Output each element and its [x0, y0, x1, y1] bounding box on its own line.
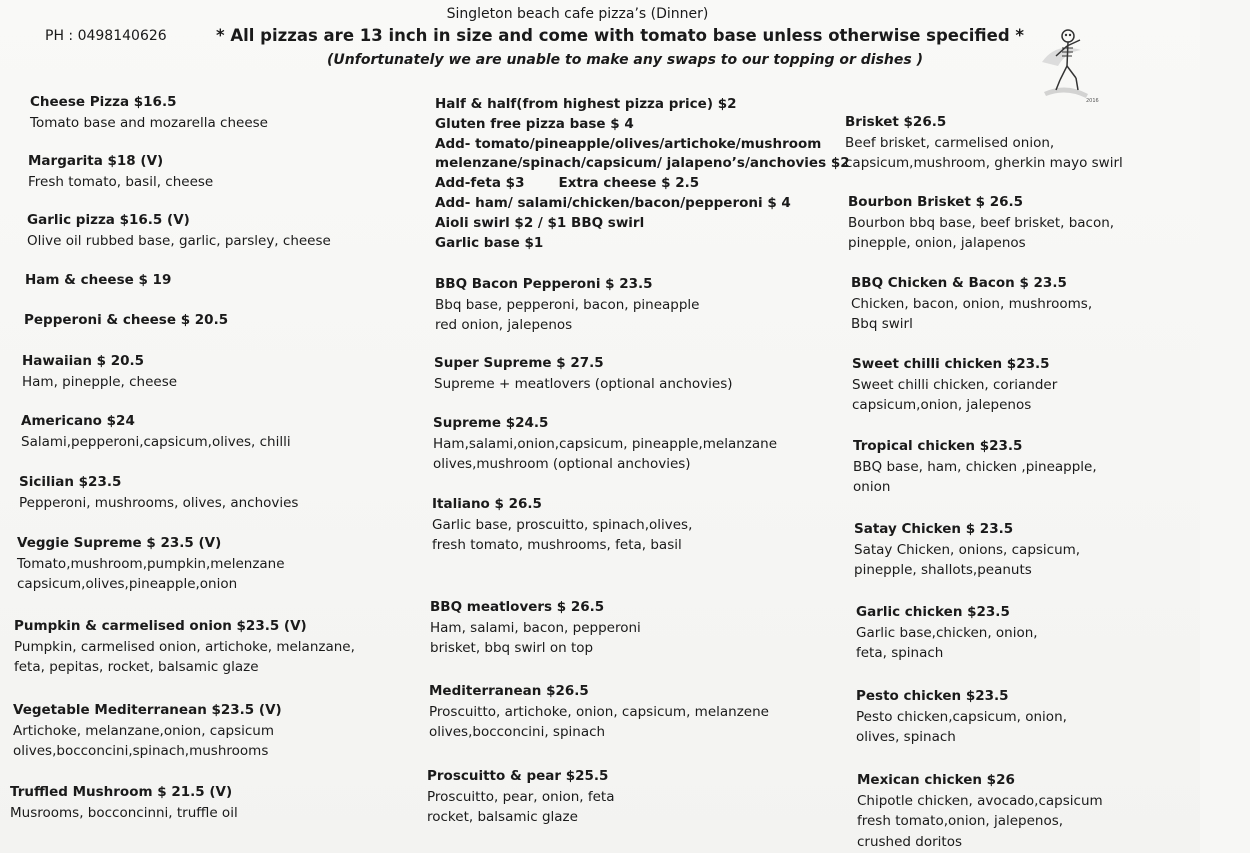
add-meat-line: Add- ham/ salami/chicken/bacon/pepperoni $ 4 [435, 194, 791, 211]
menu-item: Mediterranean $26.5 Proscuitto, artichoke, onion, capsicum, melanzene olives,bocconcini, spinach [429, 683, 769, 740]
menu-item: Veggie Supreme $ 23.5 (V) Tomato,mushroom,pumpkin,melenzane capsicum,olives,pineapple,onion [17, 535, 285, 592]
size-note: * All pizzas are 13 inch in size and come with tomato base unless otherwise specified * [215, 26, 1025, 45]
feta-cheese-line [435, 174, 850, 194]
menu-item: Pesto chicken $23.5 Pesto chicken,capsicum, onion, olives, spinach [856, 688, 1067, 745]
menu-item: Satay Chicken $ 23.5 Satay Chicken, onions, capsicum, pinepple, shallots,peanuts [854, 521, 1081, 578]
menu-item: Supreme $24.5 Ham,salami,onion,capsicum, pineapple,melanzane olives,mushroom (optional anchovies) [433, 415, 778, 472]
menu-item: Brisket $26.5 Beef brisket, carmelised onion, capsicum,mushroom, gherkin mayo swirl [845, 114, 1123, 171]
menu-item: Pepperoni & cheese $ 20.5 [24, 312, 229, 328]
extra-cheese: Extra cheese $ 2.5 [558, 175, 700, 192]
extras-list [435, 95, 850, 253]
menu-title: Singleton beach cafe pizza’s (Dinner) [446, 6, 709, 22]
menu-item: Americano $24 Salami,pepperoni,capsicum,olives, chilli [21, 413, 291, 450]
menu-item: BBQ meatlovers $ 26.5 Ham, salami, bacon, pepperoni brisket, bbq swirl on top [430, 599, 641, 656]
menu-item: BBQ Bacon Pepperoni $ 23.5 Bbq base, pepperoni, bacon, pineapple red onion, jalepenos [435, 276, 700, 333]
menu-item: Pumpkin & carmelised onion $23.5 (V) Pumpkin, carmelised onion, artichoke, melanzane, feta, pepitas, rocket, balsamic glaze [14, 618, 355, 675]
menu-item: Sicilian $23.5 Pepperoni, mushrooms, olives, anchovies [19, 474, 299, 511]
menu-item: Sweet chilli chicken $23.5 Sweet chilli chicken, coriander capsicum,onion, jalepenos [852, 356, 1058, 413]
gluten-free-line: Gluten free pizza base $ 4 [435, 115, 634, 132]
skeleton-surfer-logo-icon [1036, 22, 1099, 104]
swap-note: (Unfortunately we are unable to make any swaps to our topping or dishes ) [327, 52, 923, 68]
menu-item: Bourbon Brisket $ 26.5 Bourbon bbq base, beef brisket, bacon, pinepple, onion, jalapenos [848, 194, 1115, 251]
menu-item: Italiano $ 26.5 Garlic base, proscuitto, spinach,olives, fresh tomato, mushrooms, feta, basil [432, 496, 693, 553]
menu-item: Tropical chicken $23.5 BBQ base, ham, chicken ,pineapple, onion [853, 438, 1097, 495]
add-veg-line-1: Add- tomato/pineapple/olives/artichoke/mushroom [435, 135, 822, 152]
menu-item: Super Supreme $ 27.5 Supreme + meatlovers (optional anchovies) [434, 355, 733, 392]
phone-number: PH : 0498140626 [45, 28, 167, 44]
menu-item: Hawaiian $ 20.5 Ham, pinepple, cheese [22, 353, 178, 390]
add-veg-line-2: melenzane/spinach/capsicum/ jalapeno’s/anchovies $2 [435, 155, 850, 172]
menu-item: Truffled Mushroom $ 21.5 (V) Musrooms, bocconcinni, truffle oil [10, 784, 238, 821]
svg-text:2016: 2016 [1086, 98, 1099, 104]
menu-item: Vegetable Mediterranean $23.5 (V) Artichoke, melanzane,onion, capsicum olives,bocconcini,spinach,mushrooms [13, 702, 282, 759]
menu-item: Ham & cheese $ 19 [25, 272, 172, 288]
menu-item: Garlic pizza $16.5 (V) Olive oil rubbed base, garlic, parsley, cheese [27, 212, 331, 249]
menu-item: Margarita $18 (V) Fresh tomato, basil, cheese [28, 153, 214, 190]
menu-item: Garlic chicken $23.5 Garlic base,chicken, onion, feta, spinach [856, 604, 1038, 661]
menu-item: Proscuitto & pear $25.5 Proscuitto, pear, onion, feta rocket, balsamic glaze [427, 768, 615, 825]
add-feta: Add-feta $3 [435, 175, 525, 192]
menu-item: Cheese Pizza $16.5 Tomato base and mozarella cheese [30, 94, 268, 131]
menu-item: Mexican chicken $26 Chipotle chicken, avocado,capsicum fresh tomato,onion, jalepenos, crushed doritos [857, 772, 1103, 850]
garlic-base-line: Garlic base $1 [435, 234, 544, 251]
aioli-line: Aioli swirl $2 / $1 BBQ swirl [435, 214, 645, 231]
menu-item: BBQ Chicken & Bacon $ 23.5 Chicken, bacon, onion, mushrooms, Bbq swirl [851, 275, 1093, 332]
half-half-line: Half & half(from highest pizza price) $2 [435, 96, 737, 112]
